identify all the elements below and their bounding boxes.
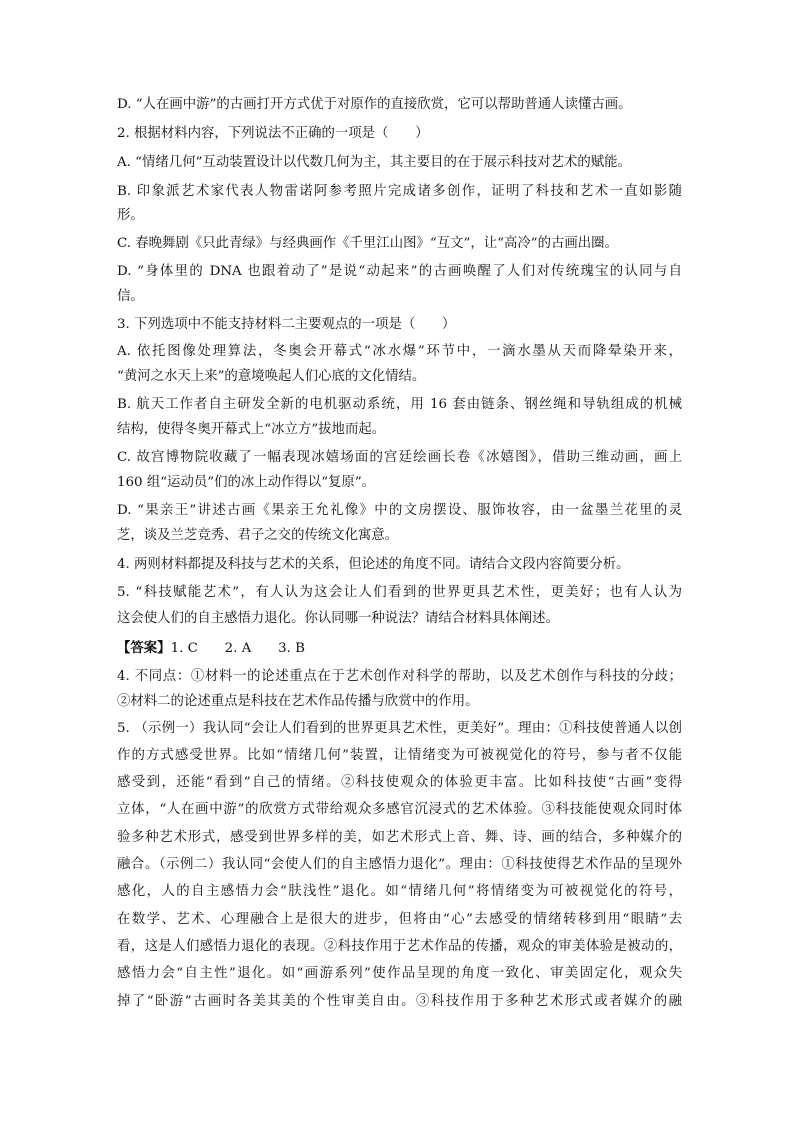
- option-d-q2-line2: 信。: [117, 289, 144, 304]
- answer-5-line11: 掉了“卧游”古画时各美其美的个性审美自由。③科技作用于多种艺术形式或者媒介的融: [117, 994, 682, 1009]
- answer-4-line1: 4. 不同点：①材料一的论述重点在于艺术创作对科学的帮助，以及艺术创作与科技的分歧；: [117, 669, 682, 684]
- option-d-q3-line1: D. “果亲王”讲述古画《果亲王允礼像》中的文房摆设、服饰妆容，由一盆墨兰花里的灵: [117, 503, 682, 518]
- option-d-q3-line2: 芝，谈及兰芝竞秀、君子之交的传统文化寓意。: [117, 528, 399, 543]
- answer-5-line1: 5. （示例一）我认同“会让人们看到的世界更具艺术性，更美好”。理由：①科技使普通人以创: [117, 721, 682, 736]
- option-d-q2-line1: D. “身体里的 DNA 也跟着动了”是说“动起来”的古画唤醒了人们对传统瑰宝的认同与自: [117, 264, 682, 279]
- option-b-q3-line1: B. 航天工作者自主研发全新的电机驱动系统，用 16 套由链条、钢丝绳和导轨组成的机械: [117, 397, 682, 412]
- answer-5-line7: 感化，人的自主感悟力会“肤浅性”退化。如“情绪几何”将情绪变为可被视觉化的符号，: [117, 884, 682, 899]
- question-5-line2: 这会使人们的自主感悟力退化。你认同哪一种说法？请结合材料具体阐述。: [117, 611, 559, 626]
- option-c-q3-line1: C. 故宫博物院收藏了一幅表现冰嬉场面的宫廷绘画长卷《冰嬉图》，借助三维动画，画上: [117, 450, 682, 465]
- option-c-q2: C. 春晚舞剧《只此青绿》与经典画作《千里江山图》“互文”，让“高冷”的古画出圈。: [117, 236, 618, 251]
- question-2: 2. 根据材料内容，下列说法不正确的一项是（ ）: [117, 126, 429, 141]
- answer-5-line10: 感悟力会“自主性”退化。如“画游系列”使作品呈现的角度一致化、审美固定化，观众失: [117, 966, 682, 981]
- answer-choices: 1. C 2. A 3. B: [170, 641, 305, 656]
- answer-5-line2: 作的方式感受世界。比如“情绪几何”装置，让情绪变为可被视觉化的符号，参与者不仅能: [117, 748, 682, 763]
- option-b-q3-line2: 结构，使得冬奥开幕式上“冰立方”拔地而起。: [117, 422, 386, 437]
- option-a-q3-line2: “黄河之水天上来”的意境唤起人们心底的文化情结。: [117, 369, 426, 384]
- option-a-q3-line1: A. 依托图像处理算法，冬奥会开幕式“冰水爆”环节中，一滴水墨从天而降晕染开来，: [117, 344, 682, 359]
- question-3: 3. 下列选项中不能支持材料二主要观点的一项是（ ）: [117, 317, 456, 332]
- answer-5-line8: 在数学、艺术、心理融合上是很大的进步，但将由“心”去感受的情绪转移到用“眼睛”去: [117, 912, 682, 927]
- answer-5-line6: 融合。（示例二）我认同“会使人们的自主感悟力退化”。理由：①科技使得艺术作品的呈现外: [117, 857, 682, 872]
- question-5-line1: 5. “科技赋能艺术”，有人认为这会让人们看到的世界更具艺术性，更美好；也有人认为: [117, 585, 682, 600]
- answer-tag: 【答案】: [117, 640, 171, 656]
- answer-5-line3: 感受到，还能“看到”自己的情绪。②科技使观众的体验更丰富。比如科技使“古画”变得: [117, 775, 682, 790]
- option-b-q2-line1: B. 印象派艺术家代表人物雷诺阿参考照片完成诸多创作，证明了科技和艺术一直如影随: [117, 184, 682, 199]
- option-b-q2-line2: 形。: [117, 208, 144, 223]
- option-a-q2: A. “情绪几何”互动装置设计以代数几何为主，其主要目的在于展示科技对艺术的赋能。: [117, 155, 631, 170]
- option-c-q3-line2: 160 组“运动员”们的冰上动作得以“复原”。: [117, 475, 376, 490]
- answer-5-line9: 看，这是人们感悟力退化的表现。②科技作用于艺术作品的传播，观众的审美体验是被动的，: [117, 939, 682, 954]
- answer-5-line5: 验多种艺术形式，感受到世界多样的美，如艺术形式上音、舞、诗、画的结合，多种媒介的: [117, 830, 682, 845]
- answer-4-line2: ②材料二的论述重点是科技在艺术作品传播与欣赏中的作用。: [117, 694, 479, 709]
- answer-line: [117, 638, 682, 659]
- answer-5-line4: 立体，“人在画中游”的欣赏方式带给观众多感官沉浸式的艺术体验。③科技能使观众同时体: [117, 802, 682, 817]
- option-d-q1: D. “人在画中游”的古画打开方式优于对原作的直接欣赏，它可以帮助普通人读懂古画。: [117, 97, 632, 112]
- question-4: 4. 两则材料都提及科技与艺术的关系，但论述的角度不同。请结合文段内容简要分析。: [117, 557, 630, 572]
